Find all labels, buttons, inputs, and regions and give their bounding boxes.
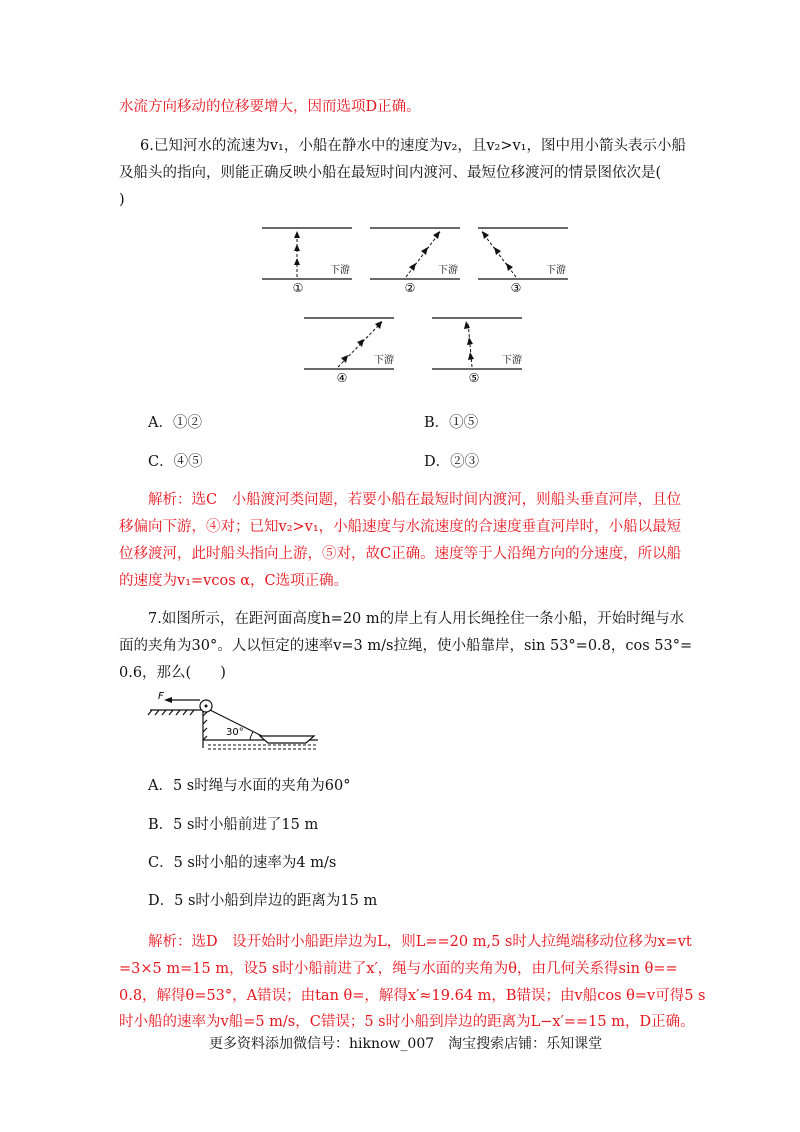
q6-option-a: A．①②: [148, 415, 202, 431]
q6-stem-line-2: 及船头的指向，则能正确反映小船在最短时间内渡河、最短位移渡河的情景图依次是(: [119, 165, 662, 181]
q6-solution-line-3: 位移渡河，此时船头指向上游，⑤对，故C正确。速度等于人沿绳方向的分速度，所以船: [119, 546, 682, 562]
q7-figure: [148, 690, 328, 752]
q6-solution-line-1: 解析：选C 小船渡河类问题，若要小船在最短时间内渡河，则船头垂直河岸，且位: [148, 492, 682, 508]
downstream-label: 下游: [502, 355, 522, 366]
q7-solution-line-4: 时小船的速率为v船=5 m/s，C错误；5 s时小船到岸边的距离为L−x′==15 m，D正确。: [119, 1014, 695, 1030]
q7-option-d: D．5 s时小船到岸边的距离为15 m: [148, 893, 378, 909]
angle-label: 30°: [226, 727, 244, 738]
q7-option-b: B．5 s时小船前进了15 m: [148, 817, 319, 833]
q7-option-a: A．5 s时绳与水面的夹角为60°: [148, 778, 351, 794]
figure-number: ①: [292, 281, 304, 295]
downstream-label: 下游: [330, 265, 350, 276]
q6-stem-line-3: ): [119, 192, 125, 208]
figure-number: ③: [510, 281, 522, 295]
q7-solution-line-3: 0.8，解得θ=53°，A错误；由tan θ=，解得x′≈19.64 m，B错误；由v船cos θ=v可得5 s: [119, 988, 706, 1004]
q6-figure-2: [370, 226, 464, 298]
q6-figure-3: [478, 226, 572, 298]
q6-figure-4: [304, 316, 398, 388]
q7-stem-line-3: 0.6，那么( ): [119, 665, 226, 681]
q6-stem-line-1: 6.已知河水的流速为v₁，小船在静水中的速度为v₂，且v₂>v₁，图中用小箭头表示小船: [140, 138, 686, 154]
figure-number: ⑤: [468, 371, 480, 385]
figure-number: ②: [404, 281, 416, 295]
q7-solution-line-2: =3×5 m=15 m，设5 s时小船前进了x′，绳与水面的夹角为θ，由几何关系得sin θ==: [119, 961, 678, 977]
q6-figure-1: [262, 226, 356, 298]
figure-number: ④: [336, 371, 348, 385]
q6-option-d: D．②③: [424, 454, 480, 470]
q6-option-c: C．④⑤: [148, 454, 203, 470]
q6-figure-5: [432, 316, 526, 388]
downstream-label: 下游: [438, 265, 458, 276]
q7-option-c: C．5 s时小船的速率为4 m/s: [148, 855, 337, 871]
q6-option-b: B．①⑤: [424, 415, 479, 431]
downstream-label: 下游: [374, 355, 394, 366]
intro-solution-text: 水流方向移动的位移要增大，因而选项D正确。: [119, 99, 421, 115]
q7-solution-line-1: 解析：选D 设开始时小船距岸边为L，则L==20 m,5 s时人拉绳端移动位移为x=vt: [148, 934, 692, 950]
q6-solution-line-2: 移偏向下游，④对；已知v₂>v₁，小船速度与水流速度的合速度垂直河岸时，小船以最短: [119, 519, 682, 535]
q7-stem-line-2: 面的夹角为30°。人以恒定的速率v=3 m/s拉绳，使小船靠岸，sin 53°=0.8，cos 53°=: [119, 638, 693, 654]
page-footer: 更多资料添加微信号：hiknow_007 淘宝搜索店铺：乐知课堂: [209, 1036, 603, 1052]
q6-solution-line-4: 的速度为v₁=vcos α，C选项正确。: [119, 573, 349, 589]
q7-stem-line-1: 7.如图所示，在距河面高度h=20 m的岸上有人用长绳拴住一条小船，开始时绳与水: [148, 611, 685, 627]
force-label: F: [158, 691, 164, 702]
downstream-label: 下游: [546, 265, 566, 276]
